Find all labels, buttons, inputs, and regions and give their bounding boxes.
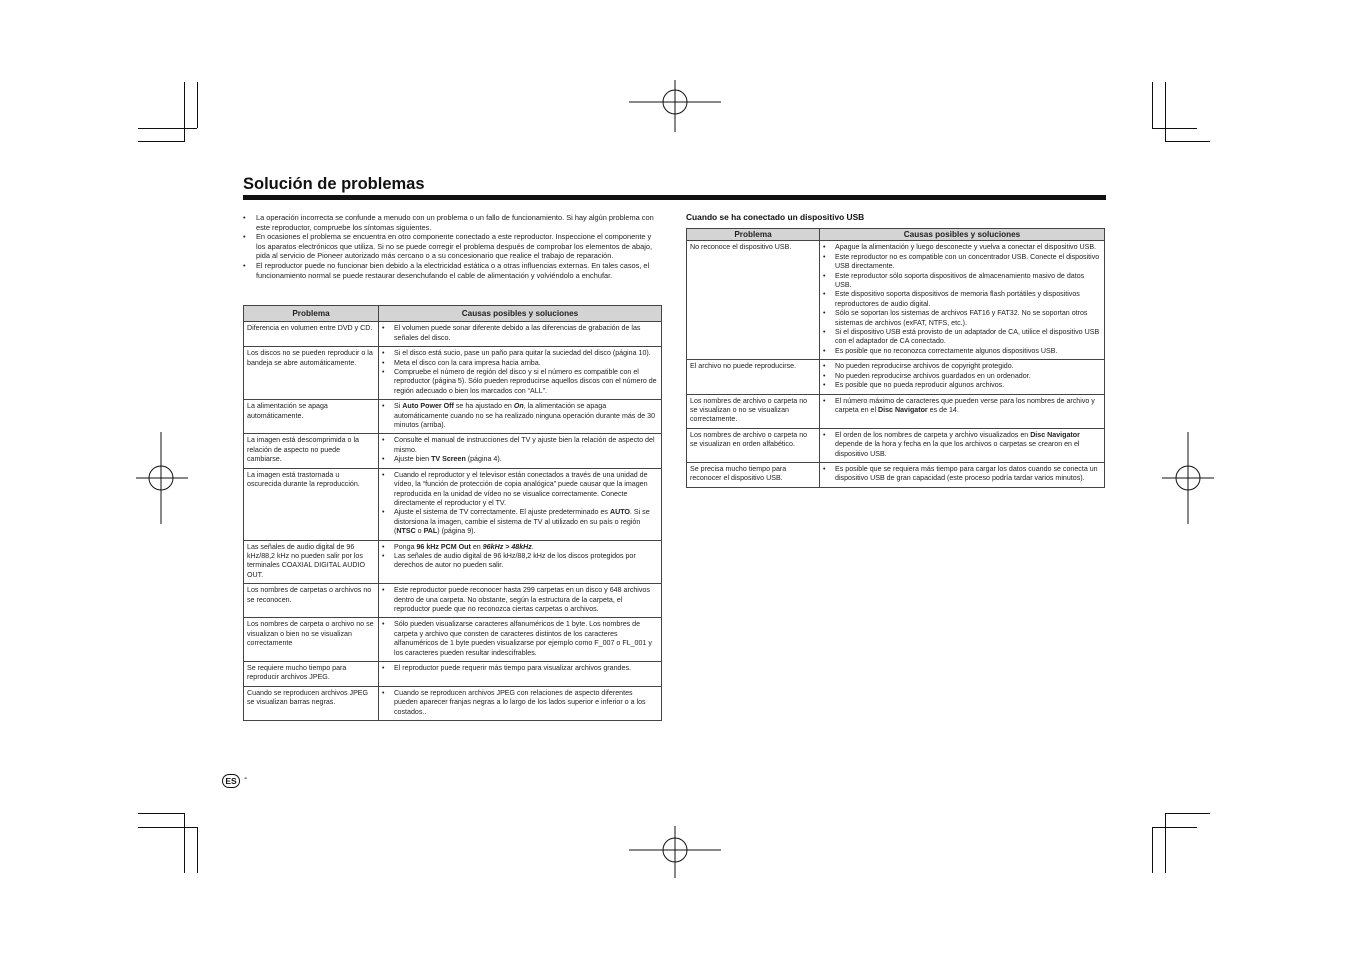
solution-item: • Es posible que se requiera más tiempo para cargar los datos cuando se conecta un dispositivo USB de gran capacidad (este proceso podría tardar varios minutos). — [823, 465, 1101, 484]
problem-cell: La imagen está trastornada u oscurecida durante la reproducción. — [244, 468, 379, 540]
table-row — [244, 584, 662, 618]
intro-item: • En ocasiones el problema se encuentra en otro componente conectado a este reproductor. Inspeccione el componente y los aparatos electrónicos que utiliza. Si no se puede corregir el problema después de comprobar los elementos de abajo, pida al servicio de Pioneer autorizado más cercano o a su concesionario que realice el trabajo de reparación. — [243, 232, 661, 261]
problem-cell: La imagen está descomprimida o la relación de aspecto no puede cambiarse. — [244, 434, 379, 468]
problem-cell: Diferencia en volumen entre DVD y CD. — [244, 322, 379, 347]
solution-item: • Ajuste el sistema de TV correctamente. El ajuste predeterminado es AUTO. Si se distorsiona la imagen, cambie el sistema de TV al utilizado en su país o región (NTSC o PAL) (página 9). — [382, 508, 658, 536]
solution-cell — [820, 428, 1105, 462]
table-row — [244, 540, 662, 584]
solution-item: • Si el dispositivo USB está provisto de un adaptador de CA, utilice el dispositivo USB con el adaptador de CA conectado. — [823, 328, 1101, 347]
problem-cell: Las señales de audio digital de 96 kHz/88,2 kHz no pueden salir por los terminales COAXIAL DIGITAL AUDIO OUT. — [244, 540, 379, 584]
solution-cell — [379, 662, 662, 687]
troubleshooting-table — [243, 305, 662, 721]
table-row — [687, 241, 1105, 360]
table-row — [244, 322, 662, 347]
table-row — [687, 462, 1105, 487]
page-title: Solución de problemas — [243, 175, 425, 193]
column-header-problem: Problema — [687, 229, 820, 241]
crop-mark — [1152, 128, 1197, 129]
table-row — [244, 618, 662, 662]
solution-cell — [379, 400, 662, 434]
intro-list — [243, 213, 661, 280]
crop-mark — [138, 128, 197, 129]
solution-item: • El número máximo de caracteres que pueden verse para los nombres de archivo y carpeta en el Disc Navigator es de 14. — [823, 397, 1101, 416]
solution-item: • Ponga 96 kHz PCM Out en 96kHz > 48kHz. — [382, 543, 658, 552]
registration-mark — [629, 826, 721, 878]
problem-cell: Los nombres de carpeta o archivo no se visualizan o bien no se visualizan correctamente — [244, 618, 379, 662]
crop-mark — [1165, 82, 1166, 142]
registration-mark — [136, 432, 188, 524]
solution-item: • No pueden reproducirse archivos guardados en un ordenador. — [823, 372, 1101, 381]
problem-cell: Los discos no se pueden reproducir o la bandeja se abre automáticamente. — [244, 347, 379, 400]
table-header-row — [687, 229, 1105, 241]
table-row — [244, 400, 662, 434]
solution-item: • Sólo se soportan los sistemas de archivos FAT16 y FAT32. No se soportan otros sistemas de archivos (exFAT, NTFS, etc.). — [823, 309, 1101, 328]
problem-cell: La alimentación se apaga automáticamente. — [244, 400, 379, 434]
solution-cell — [379, 584, 662, 618]
solution-item: • Si Auto Power Off se ha ajustado en On, la alimentación se apaga automáticamente cuando no se ha realizado ninguna operación durante más de 30 minutos (arriba). — [382, 402, 658, 430]
registration-mark — [629, 80, 721, 132]
table-row — [687, 394, 1105, 428]
solution-cell — [379, 322, 662, 347]
problem-cell: El archivo no puede reproducirse. — [687, 360, 820, 394]
solution-item: • El reproductor puede requerir más tiempo para visualizar archivos grandes. — [382, 664, 658, 673]
solution-item: • Meta el disco con la cara impresa hacia arriba. — [382, 359, 658, 368]
problem-cell: Los nombres de archivo o carpeta no se visualizan o no se visualizan correctamente. — [687, 394, 820, 428]
crop-mark — [1165, 141, 1210, 142]
page-number: - — [244, 773, 248, 784]
intro-item: • La operación incorrecta se confunde a menudo con un problema o un fallo de funcionamiento. Si hay algún problema con este reproductor, compruebe los síntomas siguientes. — [243, 213, 661, 232]
problem-cell: Se precisa mucho tiempo para reconocer el dispositivo USB. — [687, 462, 820, 487]
usb-troubleshooting-table — [686, 228, 1105, 488]
column-header-solution: Causas posibles y soluciones — [820, 229, 1105, 241]
table-header-row — [244, 306, 662, 322]
solution-cell — [379, 686, 662, 720]
solution-item: • Consulte el manual de instrucciones del TV y ajuste bien la relación de aspecto del mismo. — [382, 436, 658, 455]
crop-mark — [184, 813, 185, 873]
solution-item: • Este reproductor no es compatible con un concentrador USB. Conecte el dispositivo USB directamente. — [823, 253, 1101, 272]
solution-item: • Cuando se reproducen archivos JPEG con relaciones de aspecto diferentes pueden aparecer franjas negras a lo largo de los lados superior e inferior o a los costados.. — [382, 689, 658, 717]
language-badge: ES — [222, 774, 240, 788]
solution-cell — [379, 618, 662, 662]
table-row — [244, 434, 662, 468]
problem-cell: Los nombres de carpetas o archivos no se reconocen. — [244, 584, 379, 618]
table-row — [687, 360, 1105, 394]
intro-item: • El reproductor puede no funcionar bien debido a la electricidad estática o a otras influencias externas. En tales casos, el funcionamiento normal se puede restaurar desenchufando el cable de alimentación y volviéndolo a enchufar. — [243, 261, 661, 280]
solution-cell — [820, 394, 1105, 428]
solution-item: • El orden de los nombres de carpeta y archivo visualizados en Disc Navigator depende de la hora y fecha en la que los archivos o carpetas se crearon en el dispositivo USB. — [823, 431, 1101, 459]
crop-mark — [184, 82, 185, 142]
solution-cell — [379, 540, 662, 584]
solution-item: • Es posible que no reconozca correctamente algunos dispositivos USB. — [823, 347, 1101, 356]
crop-mark — [138, 141, 184, 142]
crop-mark — [1165, 813, 1166, 873]
solution-item: • Apague la alimentación y luego desconecte y vuelva a conectar el dispositivo USB. — [823, 243, 1101, 252]
solution-cell — [379, 468, 662, 540]
crop-mark — [1152, 827, 1197, 828]
table-row — [244, 686, 662, 720]
crop-mark — [1165, 813, 1210, 814]
solution-item: • Este dispositivo soporta dispositivos de memoria flash portátiles y dispositivos reproductores de audio digital. — [823, 290, 1101, 309]
solution-cell — [820, 462, 1105, 487]
solution-item: • Cuando el reproductor y el televisor están conectados a través de una unidad de vídeo, la “función de protección de copia analógica” puede causar que la imagen reproducida en la unidad de vídeo no se visualice correctamente. Conecte directamente el reproductor y el TV. — [382, 471, 658, 509]
solution-item: • Sólo pueden visualizarse caracteres alfanuméricos de 1 byte. Los nombres de carpeta y archivo que consten de caracteres distintos de los caracteres alfanuméricos de 1 byte pueden visualizarse por ejemplo como F_007 o FL_001 y los caracteres pueden resultar indescifrables. — [382, 620, 658, 658]
registration-mark — [1162, 432, 1214, 524]
problem-cell: Cuando se reproducen archivos JPEG se visualizan barras negras. — [244, 686, 379, 720]
solution-item: • Las señales de audio digital de 96 kHz/88,2 kHz de los discos protegidos por derechos de autor no pueden salir. — [382, 552, 658, 571]
crop-mark — [197, 827, 198, 873]
solution-cell — [820, 360, 1105, 394]
table-row — [244, 347, 662, 400]
table-row — [244, 662, 662, 687]
solution-item: • Compruebe el número de región del disco y si el número es compatible con el reproductor (página 5). Sólo pueden reproducirse aquellos discos con el número de región adecuado o bien los marcados con “ALL”. — [382, 368, 658, 396]
column-header-solution: Causas posibles y soluciones — [379, 306, 662, 322]
solution-item: • No pueden reproducirse archivos de copyright protegido. — [823, 362, 1101, 371]
crop-mark — [1152, 827, 1153, 873]
problem-cell: No reconoce el dispositivo USB. — [687, 241, 820, 360]
crop-mark — [138, 813, 184, 814]
solution-item: • Este reproductor puede reconocer hasta 299 carpetas en un disco y 648 archivos dentro de una carpeta. No obstante, según la estructura de la carpeta, el reproductor puede que no reconozca ciertas carpetas o archivos. — [382, 586, 658, 614]
table-row — [244, 468, 662, 540]
solution-cell — [820, 241, 1105, 360]
problem-cell: Los nombres de archivo o carpeta no se visualizan en orden alfabético. — [687, 428, 820, 462]
solution-cell — [379, 347, 662, 400]
solution-cell — [379, 434, 662, 468]
crop-mark — [1152, 82, 1153, 128]
solution-item: • El volumen puede sonar diferente debido a las diferencias de grabación de las señales del disco. — [382, 324, 658, 343]
problem-cell: Se requiere mucho tiempo para reproducir archivos JPEG. — [244, 662, 379, 687]
solution-item: • Es posible que no pueda reproducir algunos archivos. — [823, 381, 1101, 390]
table-row — [687, 428, 1105, 462]
column-header-problem: Problema — [244, 306, 379, 322]
crop-mark — [138, 827, 197, 828]
solution-item: • Ajuste bien TV Screen (página 4). — [382, 455, 658, 464]
usb-section-heading: Cuando se ha conectado un dispositivo USB — [686, 212, 865, 222]
solution-item: • Si el disco está sucio, pase un paño para quitar la suciedad del disco (página 10). — [382, 349, 658, 358]
crop-mark — [197, 82, 198, 128]
solution-item: • Este reproductor sólo soporta dispositivos de almacenamiento masivo de datos USB. — [823, 272, 1101, 291]
title-rule — [243, 195, 1106, 200]
